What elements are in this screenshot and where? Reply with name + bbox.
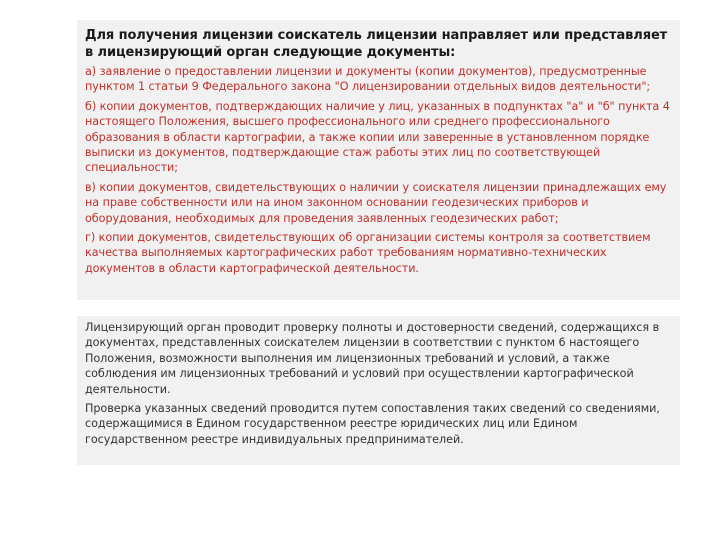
list-item-b: б) копии документов, подтверждающих наличие у лиц, указанных в подпунктах "а" и "б" пункта 4 настоящего Положения, высшего профессионального или среднего профессионального образования в области картографии, а также копии или заверенные в установленном порядке выписки из документов, подтверждающие стаж работы этих лиц по соответствующей специальности; xyxy=(85,99,670,175)
list-item-c: в) копии документов, свидетельствующих о наличии у соискателя лицензии принадлежащих ему на праве собственности или на ином законном основании геодезических приборов и оборудования, необходимых для проведения заявленных геодезических работ; xyxy=(85,180,667,225)
documents-heading: Для получения лицензии соискатель лицензии направляет или представляет в лицензирующий орган следующие документы: xyxy=(85,28,668,60)
check-paragraph: Проверка указанных сведений проводится путем сопоставления таких сведений со сведениями, содержащимися в Едином государственном реестре юридических лиц или Едином государственном реестре индивидуальных предпринимателей. xyxy=(85,402,660,446)
requirements-block xyxy=(77,20,680,300)
verification-paragraph: Лицензирующий орган проводит проверку полноты и достоверности сведений, содержащихся в документах, представленных соискателем лицензии в соответствии с пунктом 6 настоящего Положения, возможности выполнения им лицензионных требований и условий, а также соблюдения им лицензионных требований и условий при осуществлении картографической деятельности. xyxy=(85,321,660,396)
verification-block xyxy=(77,316,680,465)
list-item-a: а) заявление о предоставлении лицензии и документы (копии документов), предусмотренные пунктом 1 статьи 9 Федерального закона "О лицензировании отдельных видов деятельности"; xyxy=(85,65,651,94)
list-item-d: г) копии документов, свидетельствующих об организации системы контроля за соответствием качества выполняемых картографических работ требованиям нормативно-технических документов в области картографической деятельности. xyxy=(85,231,651,275)
